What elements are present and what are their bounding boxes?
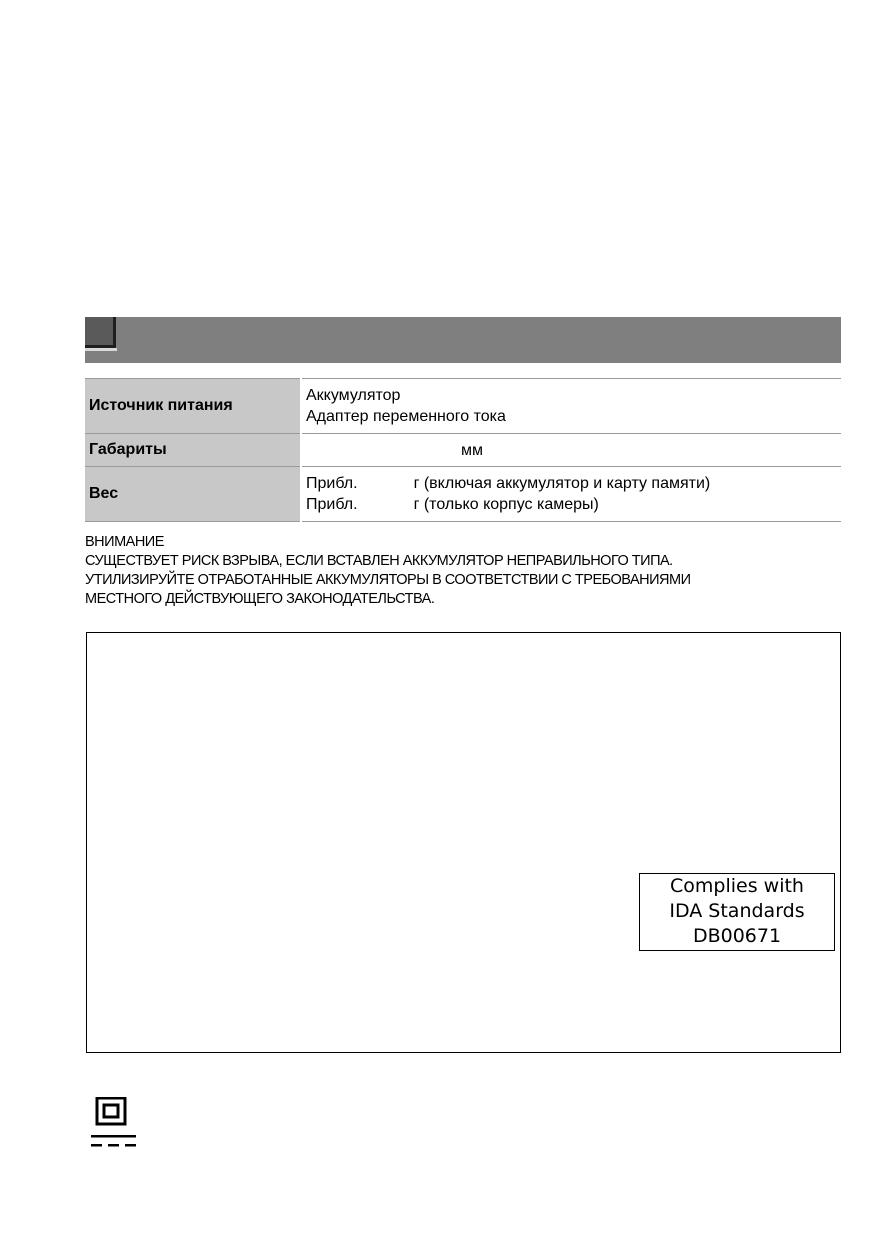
spec-value [301,467,841,522]
battery-warning [85,533,845,609]
regulatory-notice-box [86,632,841,1053]
ida-compliance-label [639,873,835,951]
ida-line: IDA Standards [669,900,805,922]
spec-value-line [306,473,841,494]
spec-prefix: Прибл. [306,475,358,492]
warning-line: СУЩЕСТВУЕТ РИСК ВЗРЫВА, ЕСЛИ ВСТАВЛЕН АККУМУЛЯТОР НЕПРАВИЛЬНОГО ТИПА. [85,553,673,569]
warning-line: МЕСТНОГО ДЕЙСТВУЮЩЕГО ЗАКОНОДАТЕЛЬСТВА. [85,591,435,607]
table-row [85,467,841,522]
spec-value-line: Адаптер переменного тока [306,408,506,425]
spec-prefix: Прибл. [306,496,358,513]
spec-suffix: г (только корпус камеры) [413,496,599,513]
spec-suffix: г (включая аккумулятор и карту памяти) [413,475,711,492]
spec-value [301,379,841,434]
table-row [85,434,841,467]
section-marker-icon [85,317,117,349]
double-insulation-dc-icon [90,1097,138,1149]
spec-label: Источник питания [85,379,301,434]
spec-value-line: мм [461,441,483,459]
spec-label: Габариты [85,434,301,467]
section-header-bar [85,317,841,363]
spec-value-line [306,494,841,515]
warning-line: УТИЛИЗИРУЙТЕ ОТРАБОТАННЫЕ АККУМУЛЯТОРЫ В СООТВЕТСТВИИ С ТРЕБОВАНИЯМИ [85,572,691,588]
specifications-table [85,378,841,522]
spec-value-line: Аккумулятор [306,387,401,404]
warning-title: ВНИМАНИЕ [85,534,164,550]
spec-label: Вес [85,467,301,522]
ida-line: DB00671 [692,925,782,947]
ida-line: Complies with [670,875,804,897]
spec-value [301,434,841,467]
table-row [85,379,841,434]
